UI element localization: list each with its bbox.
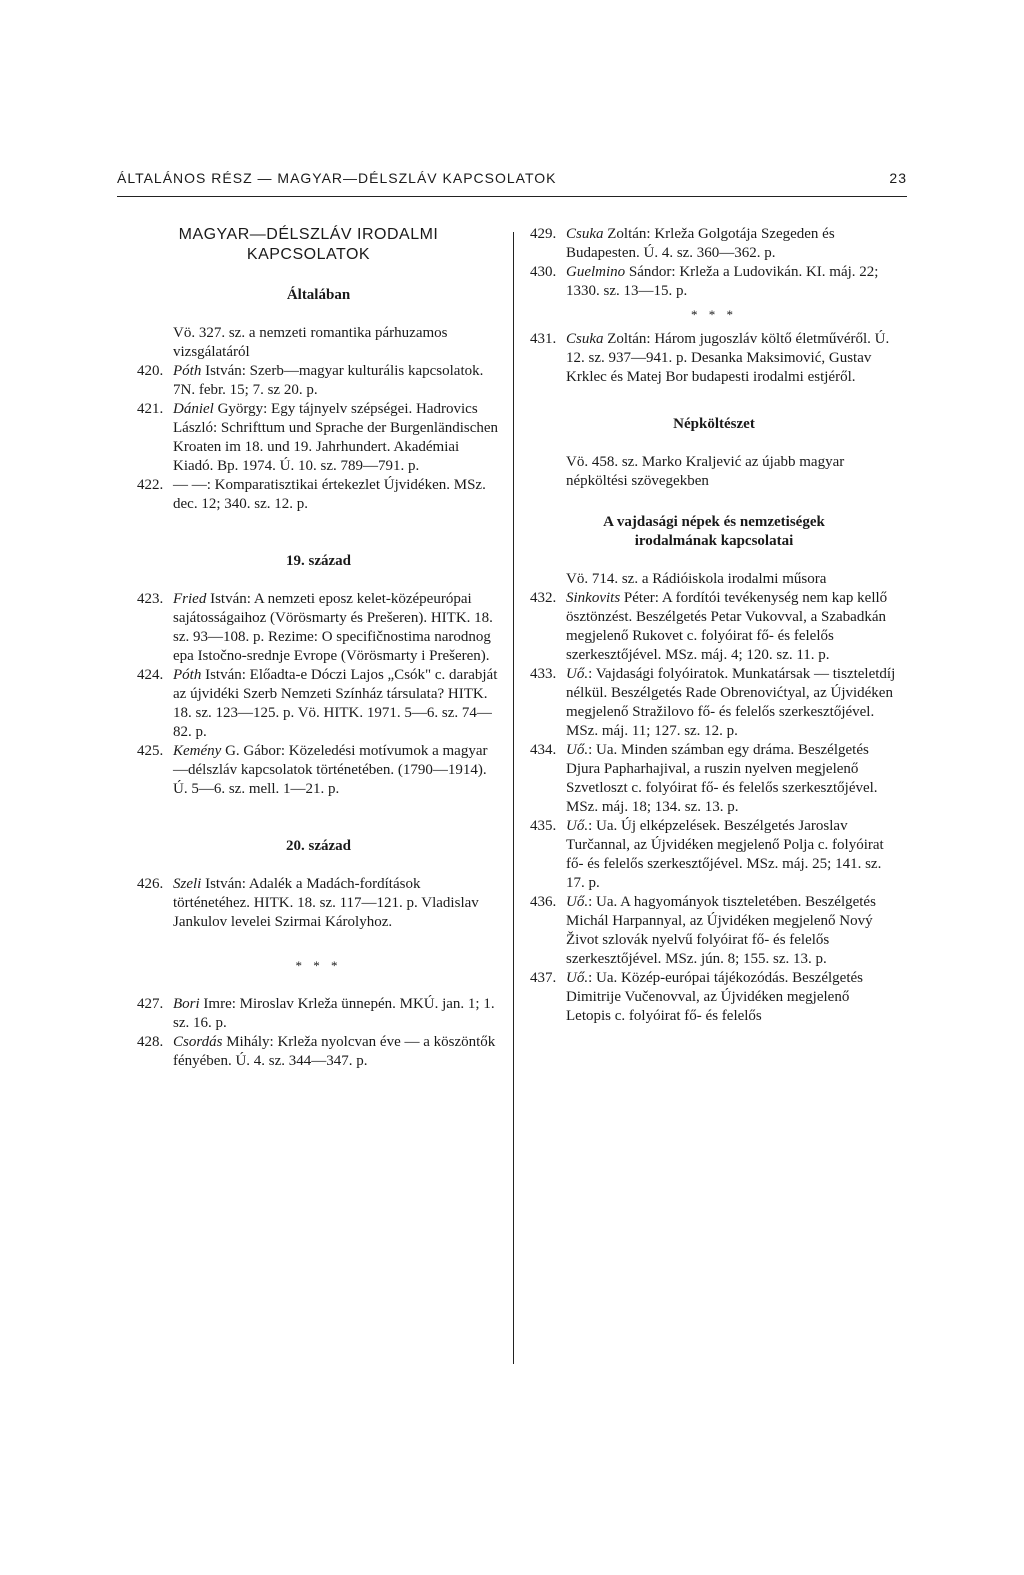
- entry-number: 432.: [530, 590, 557, 606]
- bibliography-entry: [530, 225, 898, 263]
- entry-text: G. Gábor: Közeledési motívumok a magyar—délszláv kapcsolatok történetében. (1790—1914). Ú. 5—6. sz. mell. 1—21. p.: [173, 743, 488, 797]
- entry-number: 435.: [530, 818, 557, 834]
- entry-author: Dániel: [173, 401, 214, 417]
- bibliography-entry: [137, 742, 500, 799]
- entry-author: Uő.: [566, 666, 589, 682]
- entry-number: 423.: [137, 591, 164, 607]
- page-number: 23: [889, 170, 907, 186]
- entry-number: 428.: [137, 1034, 164, 1050]
- running-header: [117, 170, 907, 186]
- entry-text: István: Adalék a Madách-fordítások történetéhez. HITK. 18. sz. 117—121. p. Vladislav Jankulov levelei Szirmai Károlyhoz.: [173, 876, 479, 930]
- subheading-20th-century: 20. század: [286, 838, 351, 854]
- bibliography-entry: [137, 666, 500, 742]
- entry-text: Zoltán: Krleža Golgotája Szegeden és Budapesten. Ú. 4. sz. 360—362. p.: [566, 226, 835, 261]
- bibliography-entry: [530, 969, 898, 1026]
- bibliography-entry: [530, 665, 898, 741]
- section-stars: * * *: [295, 958, 342, 973]
- entry-author: Sinkovits: [566, 590, 621, 606]
- entry-author: Guelmino: [566, 264, 626, 280]
- entry-text: Mihály: Krleža nyolcvan éve — a köszöntők fényében. Ú. 4. sz. 344—347. p.: [173, 1034, 496, 1069]
- running-title: ÁLTALÁNOS RÉSZ — MAGYAR—DÉLSZLÁV KAPCSOLATOK: [117, 170, 557, 186]
- subheading-19th-century: 19. század: [286, 553, 351, 569]
- bibliography-entry: [530, 263, 898, 301]
- entry-author: Csuka: [566, 331, 604, 347]
- subheading-vojvodina-nations: [530, 513, 898, 551]
- entry-text: : Vajdasági folyóiratok. Munkatársak — tiszteletdíj nélkül. Beszélgetés Rade Obrenovićtyal, az Újvidéken megjelenő Stražilovo fő- és felelős szerkesztőjével. MSz. máj. 11; 127. sz. 12. p.: [566, 666, 896, 739]
- entry-text: Sándor: Krleža a Ludovikán. KI. máj. 22; 1330. sz. 13—15. p.: [566, 264, 879, 299]
- entry-number: 420.: [137, 363, 164, 379]
- entry-text: : Ua. Minden számban egy dráma. Beszélgetés Djura Papharhajival, a ruszin nyelven megjelenő Szvetloszt c. folyóirat fő- és felelős szerkesztőjével. MSz. máj. 18; 134. sz. 13. p.: [566, 742, 878, 815]
- subheading-general: Általában: [286, 287, 351, 303]
- entry-author: Bori: [173, 996, 200, 1012]
- entry-number: 433.: [530, 666, 557, 682]
- entry-number: 427.: [137, 996, 164, 1012]
- bibliography-entry: [530, 589, 898, 665]
- bibliography-entry: [137, 995, 500, 1033]
- entry-number: 422.: [137, 477, 164, 493]
- header-rule: [117, 196, 907, 197]
- cross-reference-note: Vö. 458. sz. Marko Kraljević az újabb magyar népköltési szövegekben: [566, 454, 845, 489]
- entry-text: István: Szerb—magyar kulturális kapcsolatok. 7N. febr. 15; 7. sz 20. p.: [173, 363, 484, 398]
- entry-text: István: A nemzeti eposz kelet-középeurópai sajátosságaihoz (Vörösmarty és Prešeren). HITK. 18. sz. 93—108. p. Rezime: O specifičnostima narodnog epa Istočno-srednje Evrope (Vörösmarty i Prešeren).: [173, 591, 493, 664]
- bibliography-entry: [530, 817, 898, 893]
- entry-text: Péter: A fordítói tevékenység nem kap kellő ösztönzést. Beszélgetés Petar Vukovval, a Szabadkán megjelenő Rukovet c. folyóirat fő- és felelős szerkesztőjével. MSz. máj. 4; 120. sz. 11. p.: [566, 590, 888, 663]
- entry-author: Uő.: [566, 818, 589, 834]
- entry-author: Kemény: [173, 743, 222, 759]
- entry-text: Imre: Miroslav Krleža ünnepén. MKÚ. jan. 1; 1. sz. 16. p.: [173, 996, 495, 1031]
- entry-list: [137, 875, 500, 932]
- entry-author: Szeli: [173, 876, 202, 892]
- entry-author: Uő.: [566, 970, 589, 986]
- bibliography-entry: [530, 741, 898, 817]
- entry-list: [137, 362, 500, 514]
- entry-number: 430.: [530, 264, 557, 280]
- entry-author: Fried: [173, 591, 207, 607]
- entry-number: 437.: [530, 970, 557, 986]
- entry-author: Póth: [173, 667, 202, 683]
- entry-author: Uő.: [566, 894, 589, 910]
- bibliography-entry: [137, 362, 500, 400]
- subheading-folk-poetry: Népköltészet: [673, 416, 755, 432]
- entry-number: 429.: [530, 226, 557, 242]
- entry-author: Csordás: [173, 1034, 223, 1050]
- right-column: [530, 225, 898, 1026]
- entry-text: : Ua. Új elképzelések. Beszélgetés Jaroslav Turčannal, az Újvidéken megjelenő Polja c. folyóirat fő- és felelős szerkesztőjével. MSz. máj. 25; 141. sz. 17. p.: [566, 818, 884, 891]
- entry-number: 436.: [530, 894, 557, 910]
- entry-text: : Ua. A hagyományok tiszteletében. Beszélgetés Michál Harpannyal, az Újvidéken megjelenő Nový Život szlovák nyelvű folyóirat fő- és felelős szerkesztőjével. MSz. jún. 8; 155. sz. 13. p.: [566, 894, 876, 967]
- bibliography-entry: [137, 875, 500, 932]
- left-column: [137, 225, 500, 1071]
- column-divider: [513, 232, 514, 1364]
- entry-author: Csuka: [566, 226, 604, 242]
- bibliography-entry: [137, 590, 500, 666]
- section-title: [117, 225, 500, 265]
- entry-list: [530, 589, 898, 1026]
- entry-number: 434.: [530, 742, 557, 758]
- subheading-line: A vajdasági népek és nemzetiségek: [603, 514, 825, 530]
- section-title-line: KAPCSOLATOK: [246, 246, 371, 263]
- entry-list: [137, 995, 500, 1071]
- entry-text: : Ua. Közép-európai tájékozódás. Beszélgetés Dimitrije Vučenovval, az Újvidéken megjelenő Letopis c. folyóirat fő- és felelős: [566, 970, 863, 1024]
- cross-reference-note: Vö. 327. sz. a nemzeti romantika párhuzamos vizsgálatáról: [173, 325, 448, 360]
- bibliography-entry: [137, 400, 500, 476]
- entry-author: Uő.: [566, 742, 589, 758]
- bibliography-entry: [137, 476, 500, 514]
- entry-text: György: Egy tájnyelv szépségei. Hadrovics László: Schrifttum und Sprache der Burgenländischen Kroaten im 18. und 19. Jahrhundert. Akadémiai Kiadó. Bp. 1974. Ú. 10. sz. 789—791. p.: [173, 401, 499, 474]
- entry-number: 425.: [137, 743, 164, 759]
- entry-text: István: Előadta-e Dóczi Lajos „Csók" c. darabját az újvidéki Szerb Nemzeti Színház társulata? HITK. 18. sz. 123—125. p. Vö. HITK. 1971. 5—6. sz. 74—82. p.: [173, 667, 498, 740]
- bibliography-entry: [530, 330, 898, 387]
- section-title-line: MAGYAR—DÉLSZLÁV IRODALMI: [178, 226, 439, 243]
- entry-text: — —: Komparatisztikai értekezlet Újvidéken. MSz. dec. 12; 340. sz. 12. p.: [173, 477, 486, 512]
- section-stars: * * *: [691, 307, 737, 322]
- entry-number: 426.: [137, 876, 164, 892]
- entry-text: Zoltán: Három jugoszláv költő életművéről. Ú. 12. sz. 937—941. p. Desanka Maksimović, Gustav Krklec és Matej Bor budapesti irodalmi estjéről.: [566, 331, 890, 385]
- cross-reference-note: Vö. 714. sz. a Rádióiskola irodalmi műsora: [566, 571, 827, 587]
- bibliography-entry: [530, 893, 898, 969]
- entry-number: 431.: [530, 331, 557, 347]
- entry-list: [530, 330, 898, 387]
- entry-number: 424.: [137, 667, 164, 683]
- entry-author: Póth: [173, 363, 202, 379]
- bibliography-entry: [137, 1033, 500, 1071]
- entry-number: 421.: [137, 401, 164, 417]
- subheading-line: irodalmának kapcsolatai: [634, 533, 794, 549]
- entry-list: [530, 225, 898, 301]
- entry-list: [137, 590, 500, 799]
